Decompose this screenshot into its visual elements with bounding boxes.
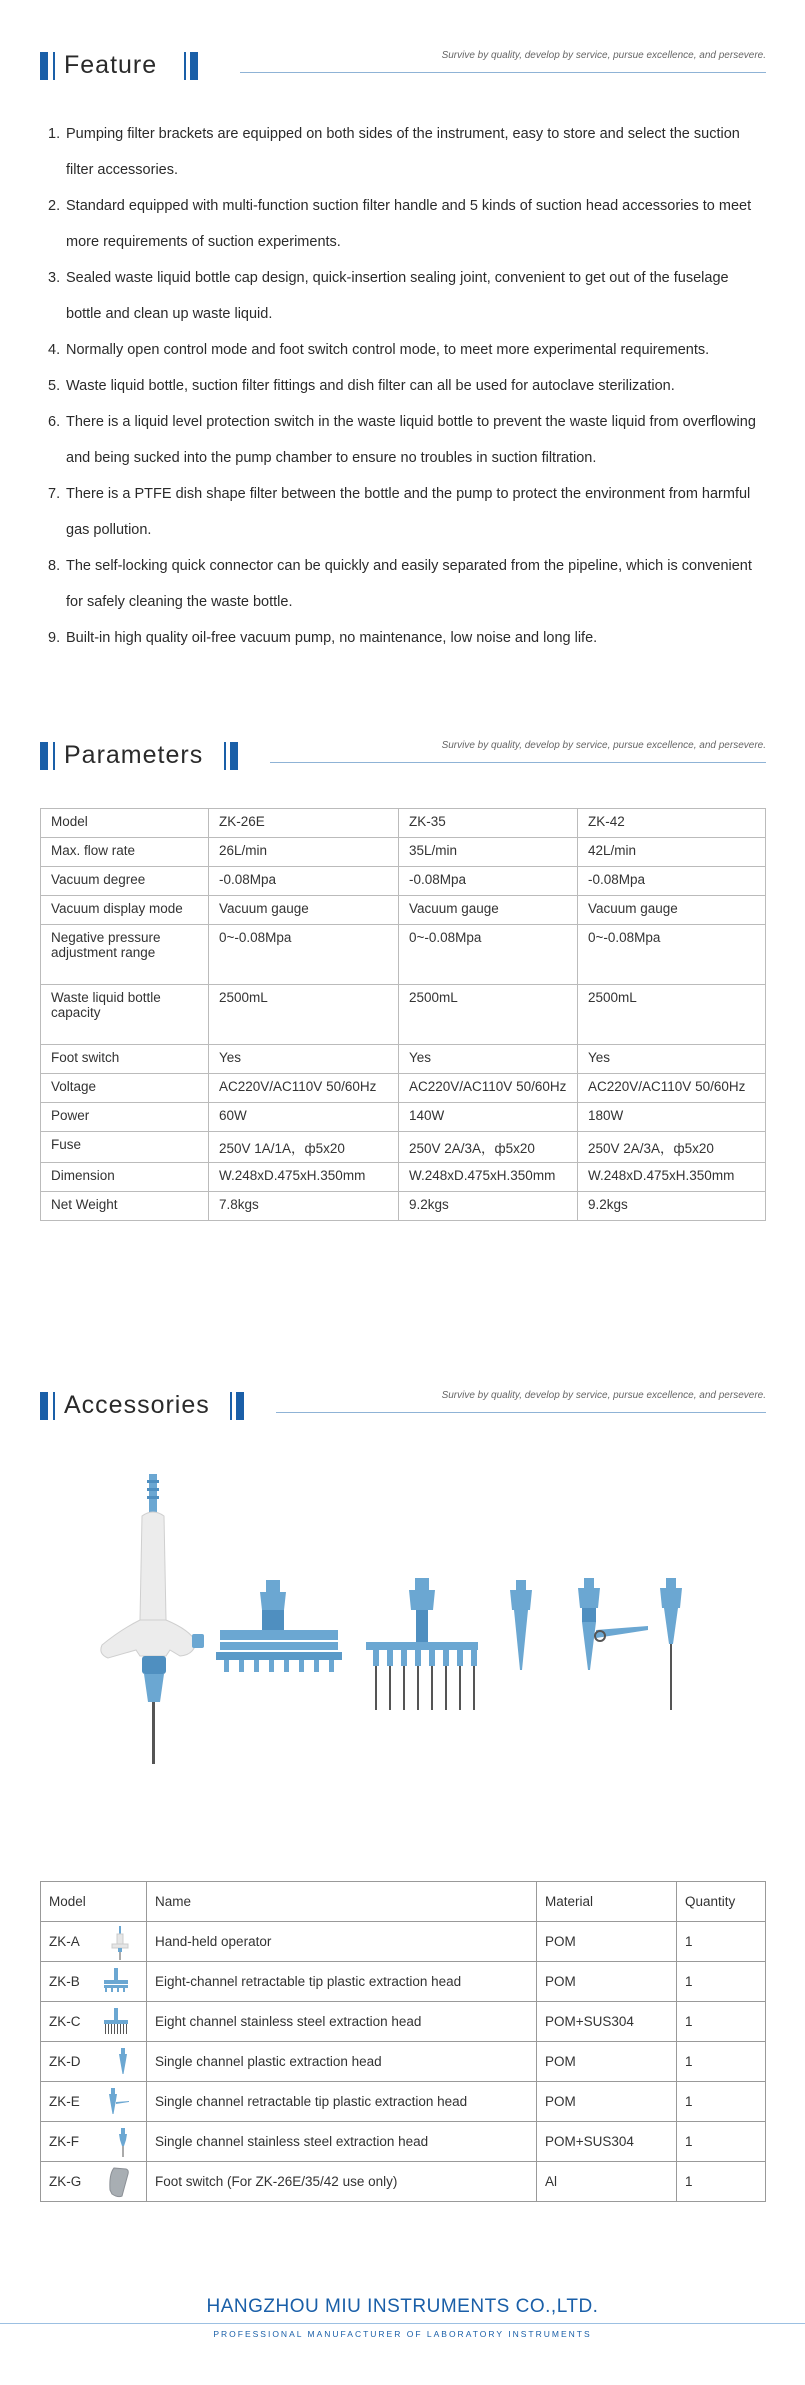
feature-item: 6. There is a liquid level protection switch in the waste liquid bottle to prevent the waste liquid from overflowing and being sucked into the pump chamber to ensure no troubles in suction filtration.	[48, 414, 756, 466]
single-channel-retractable-head-illustration	[578, 1578, 648, 1670]
parameter-value: 26L/min	[209, 838, 399, 867]
accessory-column-header: Name	[147, 1882, 537, 1922]
accessory-row	[41, 2002, 766, 2042]
feature-item: 4. Normally open control mode and foot switch control mode, to meet more experimental requirements.	[48, 342, 710, 358]
section-title: Parameters	[64, 741, 204, 769]
accessory-model: ZK-F	[41, 2122, 147, 2162]
feature-item: 1. Pumping filter brackets are equipped on both sides of the instrument, easy to store and select the suction filter accessories.	[48, 126, 740, 178]
accessory-model: ZK-E	[41, 2082, 147, 2122]
parameter-label: Voltage	[41, 1074, 209, 1103]
accessory-column-header: Quantity	[677, 1882, 766, 1922]
accessory-row	[41, 2042, 766, 2082]
feature-item: 8. The self-locking quick connector can be quickly and easily separated from the pipeline, which is convenient for safely cleaning the waste bottle.	[48, 558, 752, 610]
feature-item: 9. Built-in high quality oil-free vacuum pump, no maintenance, low noise and long life.	[48, 630, 598, 646]
accessories-table	[40, 1881, 766, 2202]
accessory-name: Single channel retractable tip plastic extraction head	[147, 2082, 537, 2122]
section-title: Feature	[64, 51, 158, 79]
accessory-column-header: Model	[41, 1882, 147, 1922]
parameter-value: -0.08Mpa	[578, 867, 766, 896]
parameter-row	[41, 1132, 766, 1163]
accessory-material: POM	[537, 1962, 677, 2002]
accessory-name: Eight channel stainless steel extraction head	[147, 2002, 537, 2042]
parameter-value: 35L/min	[399, 838, 578, 867]
parameter-value: W.248xD.475xH.350mm	[209, 1163, 399, 1192]
parameter-label: Vacuum display mode	[41, 896, 209, 925]
parameter-row	[41, 838, 766, 867]
parameter-value: Vacuum gauge	[578, 896, 766, 925]
parameter-value: 250V 1A/1A，ф5x20	[209, 1132, 399, 1163]
feature-list	[48, 116, 768, 656]
parameter-label: Foot switch	[41, 1045, 209, 1074]
section-slogan: Survive by quality, develop by service, pursue excellence, and persevere.	[441, 740, 766, 751]
parameter-value: ZK-35	[399, 809, 578, 838]
accessories-illustration	[90, 1470, 710, 1830]
parameter-value: 180W	[578, 1103, 766, 1132]
parameter-value: AC220V/AC110V 50/60Hz	[399, 1074, 578, 1103]
eight-channel-plastic-head-icon	[102, 1966, 130, 1999]
parameter-value: 42L/min	[578, 838, 766, 867]
parameter-value: Yes	[209, 1045, 399, 1074]
single-channel-steel-head-illustration	[660, 1578, 682, 1710]
accessory-qty: 1	[677, 2122, 766, 2162]
footer-company: HANGZHOU MIU INSTRUMENTS CO.,LTD.	[206, 2296, 599, 2317]
parameter-value: 2500mL	[209, 985, 399, 1045]
parameter-value: 140W	[399, 1103, 578, 1132]
parameter-value: -0.08Mpa	[399, 867, 578, 896]
parameter-row	[41, 1163, 766, 1192]
accessory-row	[41, 2122, 766, 2162]
parameter-row	[41, 809, 766, 838]
parameter-value: 0~-0.08Mpa	[209, 925, 399, 985]
accessory-qty: 1	[677, 1922, 766, 1962]
parameter-value: Vacuum gauge	[209, 896, 399, 925]
parameter-value: 250V 2A/3A，ф5x20	[399, 1132, 578, 1163]
accessory-qty: 1	[677, 2002, 766, 2042]
feature-item: 5. Waste liquid bottle, suction filter fittings and dish filter can all be used for autoclave sterilization.	[48, 378, 675, 394]
foot-switch-icon	[108, 2166, 130, 2201]
parameter-value: 2500mL	[578, 985, 766, 1045]
accessory-qty: 1	[677, 2042, 766, 2082]
footer-tagline: PROFESSIONAL MANUFACTURER OF LABORATORY INSTRUMENTS	[213, 2329, 592, 2339]
parameter-row	[41, 1192, 766, 1221]
feature-item: 3. Sealed waste liquid bottle cap design, quick-insertion sealing joint, convenient to get out of the fuselage bottle and clean up waste liquid.	[48, 270, 729, 322]
parameter-row	[41, 867, 766, 896]
accessory-material: Al	[537, 2162, 677, 2202]
accessory-qty: 1	[677, 2082, 766, 2122]
parameter-value: 60W	[209, 1103, 399, 1132]
accessory-material: POM	[537, 2042, 677, 2082]
parameter-value: Vacuum gauge	[399, 896, 578, 925]
parameter-label: Fuse	[41, 1132, 209, 1163]
accessory-material: POM	[537, 2082, 677, 2122]
accessory-model: ZK-C	[41, 2002, 147, 2042]
parameter-value: AC220V/AC110V 50/60Hz	[578, 1074, 766, 1103]
parameter-value: Yes	[578, 1045, 766, 1074]
accessory-qty: 1	[677, 1962, 766, 2002]
accessory-row	[41, 2162, 766, 2202]
parameter-label: Power	[41, 1103, 209, 1132]
accessory-name: Foot switch (For ZK-26E/35/42 use only)	[147, 2162, 537, 2202]
accessory-column-header: Material	[537, 1882, 677, 1922]
parameters-table	[40, 808, 766, 1221]
feature-section-header	[40, 48, 766, 82]
section-slogan: Survive by quality, develop by service, pursue excellence, and persevere.	[441, 50, 766, 61]
accessory-model: ZK-A	[41, 1922, 147, 1962]
parameter-row	[41, 1103, 766, 1132]
parameter-label: Model	[41, 809, 209, 838]
accessory-name: Single channel plastic extraction head	[147, 2042, 537, 2082]
parameter-row	[41, 1074, 766, 1103]
parameter-value: ZK-42	[578, 809, 766, 838]
parameter-value: 9.2kgs	[578, 1192, 766, 1221]
accessory-model: ZK-G	[41, 2162, 147, 2202]
accessory-material: POM	[537, 1922, 677, 1962]
accessory-material: POM+SUS304	[537, 2002, 677, 2042]
parameter-value: 0~-0.08Mpa	[399, 925, 578, 985]
parameter-label: Dimension	[41, 1163, 209, 1192]
parameter-value: -0.08Mpa	[209, 867, 399, 896]
accessories-section-header	[40, 1388, 766, 1422]
accessory-model: ZK-B	[41, 1962, 147, 2002]
eight-channel-steel-head-icon	[102, 2006, 130, 2039]
handheld-operator-icon	[110, 1926, 130, 1963]
parameter-row	[41, 1045, 766, 1074]
parameter-label: Negative pressure adjustment range	[41, 925, 209, 985]
accessory-name: Single channel stainless steel extraction head	[147, 2122, 537, 2162]
feature-item: 2. Standard equipped with multi-function suction filter handle and 5 kinds of suction head accessories to meet more requirements of suction experiments.	[48, 198, 752, 250]
parameter-value: 0~-0.08Mpa	[578, 925, 766, 985]
single-channel-plastic-head-icon	[116, 2046, 130, 2079]
accessory-header-row	[41, 1882, 766, 1922]
accessory-name: Hand-held operator	[147, 1922, 537, 1962]
single-channel-plastic-head-illustration	[510, 1580, 532, 1670]
parameter-value: W.248xD.475xH.350mm	[578, 1163, 766, 1192]
accessory-name: Eight-channel retractable tip plastic extraction head	[147, 1962, 537, 2002]
parameter-value: W.248xD.475xH.350mm	[399, 1163, 578, 1192]
single-channel-steel-head-icon	[116, 2126, 130, 2161]
parameter-label: Max. flow rate	[41, 838, 209, 867]
accessory-qty: 1	[677, 2162, 766, 2202]
accessory-row	[41, 2082, 766, 2122]
parameter-value: AC220V/AC110V 50/60Hz	[209, 1074, 399, 1103]
parameter-value: 2500mL	[399, 985, 578, 1045]
parameter-value: ZK-26E	[209, 809, 399, 838]
single-channel-retractable-head-icon	[104, 2086, 130, 2119]
parameter-value: 250V 2A/3A，ф5x20	[578, 1132, 766, 1163]
section-title: Accessories	[64, 1391, 210, 1419]
parameter-label: Vacuum degree	[41, 867, 209, 896]
accessory-row	[41, 1922, 766, 1962]
feature-item: 7. There is a PTFE dish shape filter between the bottle and the pump to protect the environment from harmful gas pollution.	[48, 486, 751, 538]
parameter-value: Yes	[399, 1045, 578, 1074]
parameter-value: 7.8kgs	[209, 1192, 399, 1221]
section-slogan: Survive by quality, develop by service, pursue excellence, and persevere.	[441, 1390, 766, 1401]
parameter-row	[41, 985, 766, 1045]
eight-channel-plastic-head-illustration	[216, 1580, 342, 1672]
parameters-section-header	[40, 738, 766, 772]
parameter-value: 9.2kgs	[399, 1192, 578, 1221]
eight-channel-steel-head-illustration	[366, 1578, 478, 1710]
accessory-row	[41, 1962, 766, 2002]
handheld-operator-illustration	[101, 1474, 204, 1764]
parameter-row	[41, 925, 766, 985]
parameter-label: Net Weight	[41, 1192, 209, 1221]
parameter-row	[41, 896, 766, 925]
parameter-label: Waste liquid bottle capacity	[41, 985, 209, 1045]
accessory-model: ZK-D	[41, 2042, 147, 2082]
accessory-material: POM+SUS304	[537, 2122, 677, 2162]
